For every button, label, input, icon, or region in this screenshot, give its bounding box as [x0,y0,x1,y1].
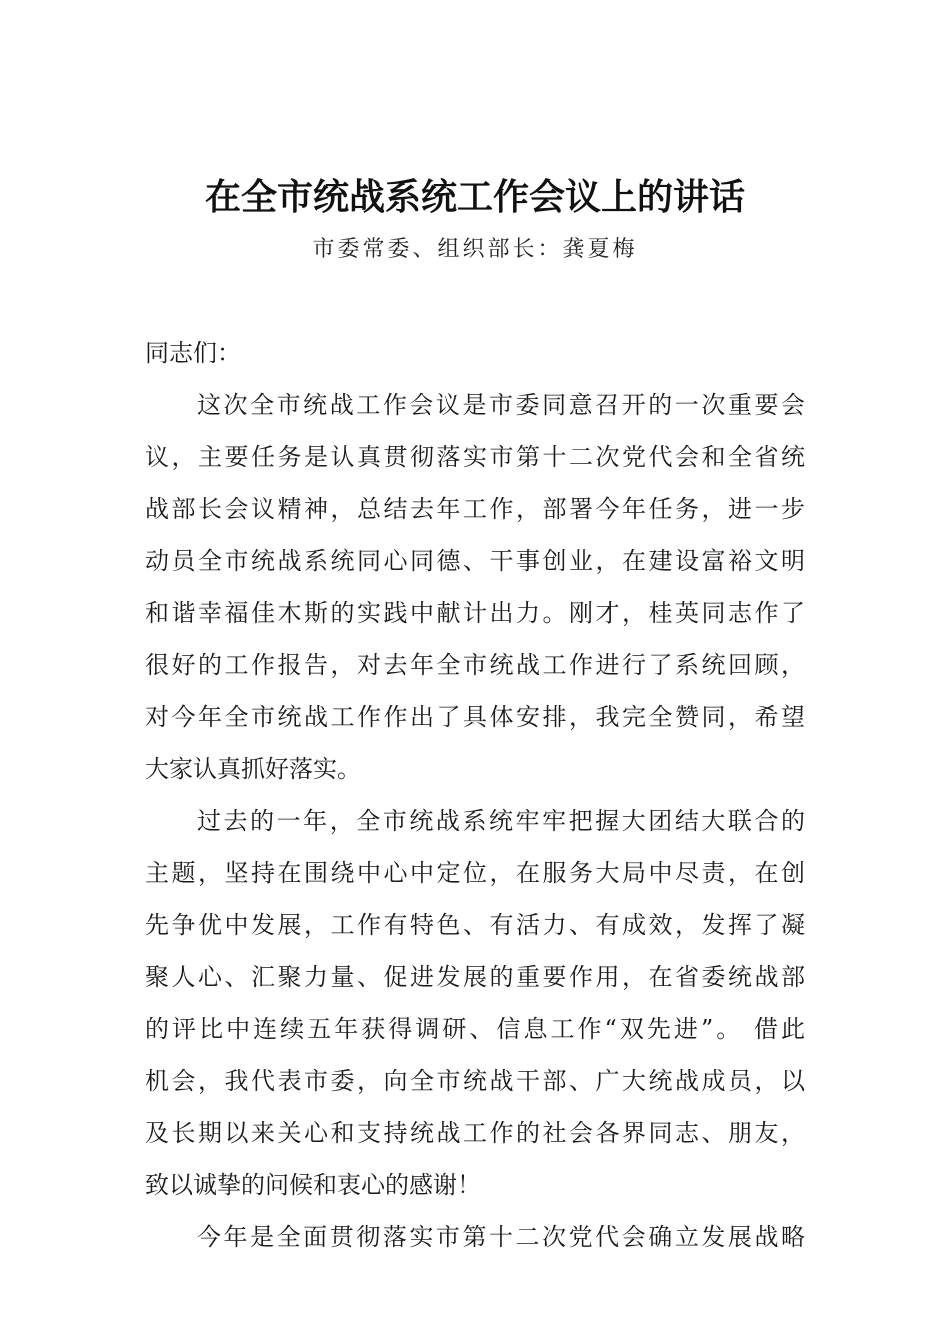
document-body [145,327,805,1263]
paragraph-line: 过去的一年，全市统战系统牢牢把握大团结大联合的 [197,807,805,835]
paragraph-line: 主题，坚持在围绕中心中定位，在服务大局中尽责，在创 [145,859,805,887]
paragraph-line: 动员全市统战系统同心同德、干事创业，在建设富裕文明 [145,547,805,575]
paragraph-line: 致以诚挚的问候和衷心的感谢！ [145,1171,481,1199]
paragraph-line: 聚人心、汇聚力量、促进发展的重要作用，在省委统战部 [145,963,805,991]
paragraph-line: 战部长会议精神，总结去年工作，部署今年任务，进一步 [145,495,805,523]
paragraph-line: 议，主要任务是认真贯彻落实市第十二次党代会和全省统 [145,443,805,471]
paragraph-line: 机会，我代表市委，向全市统战干部、广大统战成员，以 [145,1067,805,1095]
paragraph-line: 及长期以来关心和支持统战工作的社会各界同志、朋友， [145,1119,805,1147]
document-title: 在全市统战系统工作会议上的讲话 [204,176,745,218]
paragraph-line: 今年是全面贯彻落实市第十二次党代会确立发展战略 [197,1223,805,1251]
paragraph-1 [145,379,805,795]
paragraph-line: 大家认真抓好落实。 [145,755,361,783]
paragraph-2 [145,795,805,1211]
paragraph-line: 的评比中连续五年获得调研、信息工作“双先进”。 借此 [145,1015,805,1043]
paragraph-line: 这次全市统战工作会议是市委同意召开的一次重要会 [197,391,805,419]
paragraph-line: 很好的工作报告，对去年全市统战工作进行了系统回顾， [145,651,805,679]
document-subtitle: 市委常委、组织部长：龚夏梅 [312,237,638,262]
paragraph-line: 对今年全市统战工作作出了具体安排，我完全赞同，希望 [145,703,805,731]
paragraph-line: 和谐幸福佳木斯的实践中献计出力。刚才，桂英同志作了 [145,599,805,627]
paragraph-3 [145,1211,805,1263]
paragraph-line: 先争优中发展，工作有特色、有活力、有成效，发挥了凝 [145,911,805,939]
salutation: 同志们： [145,339,241,367]
